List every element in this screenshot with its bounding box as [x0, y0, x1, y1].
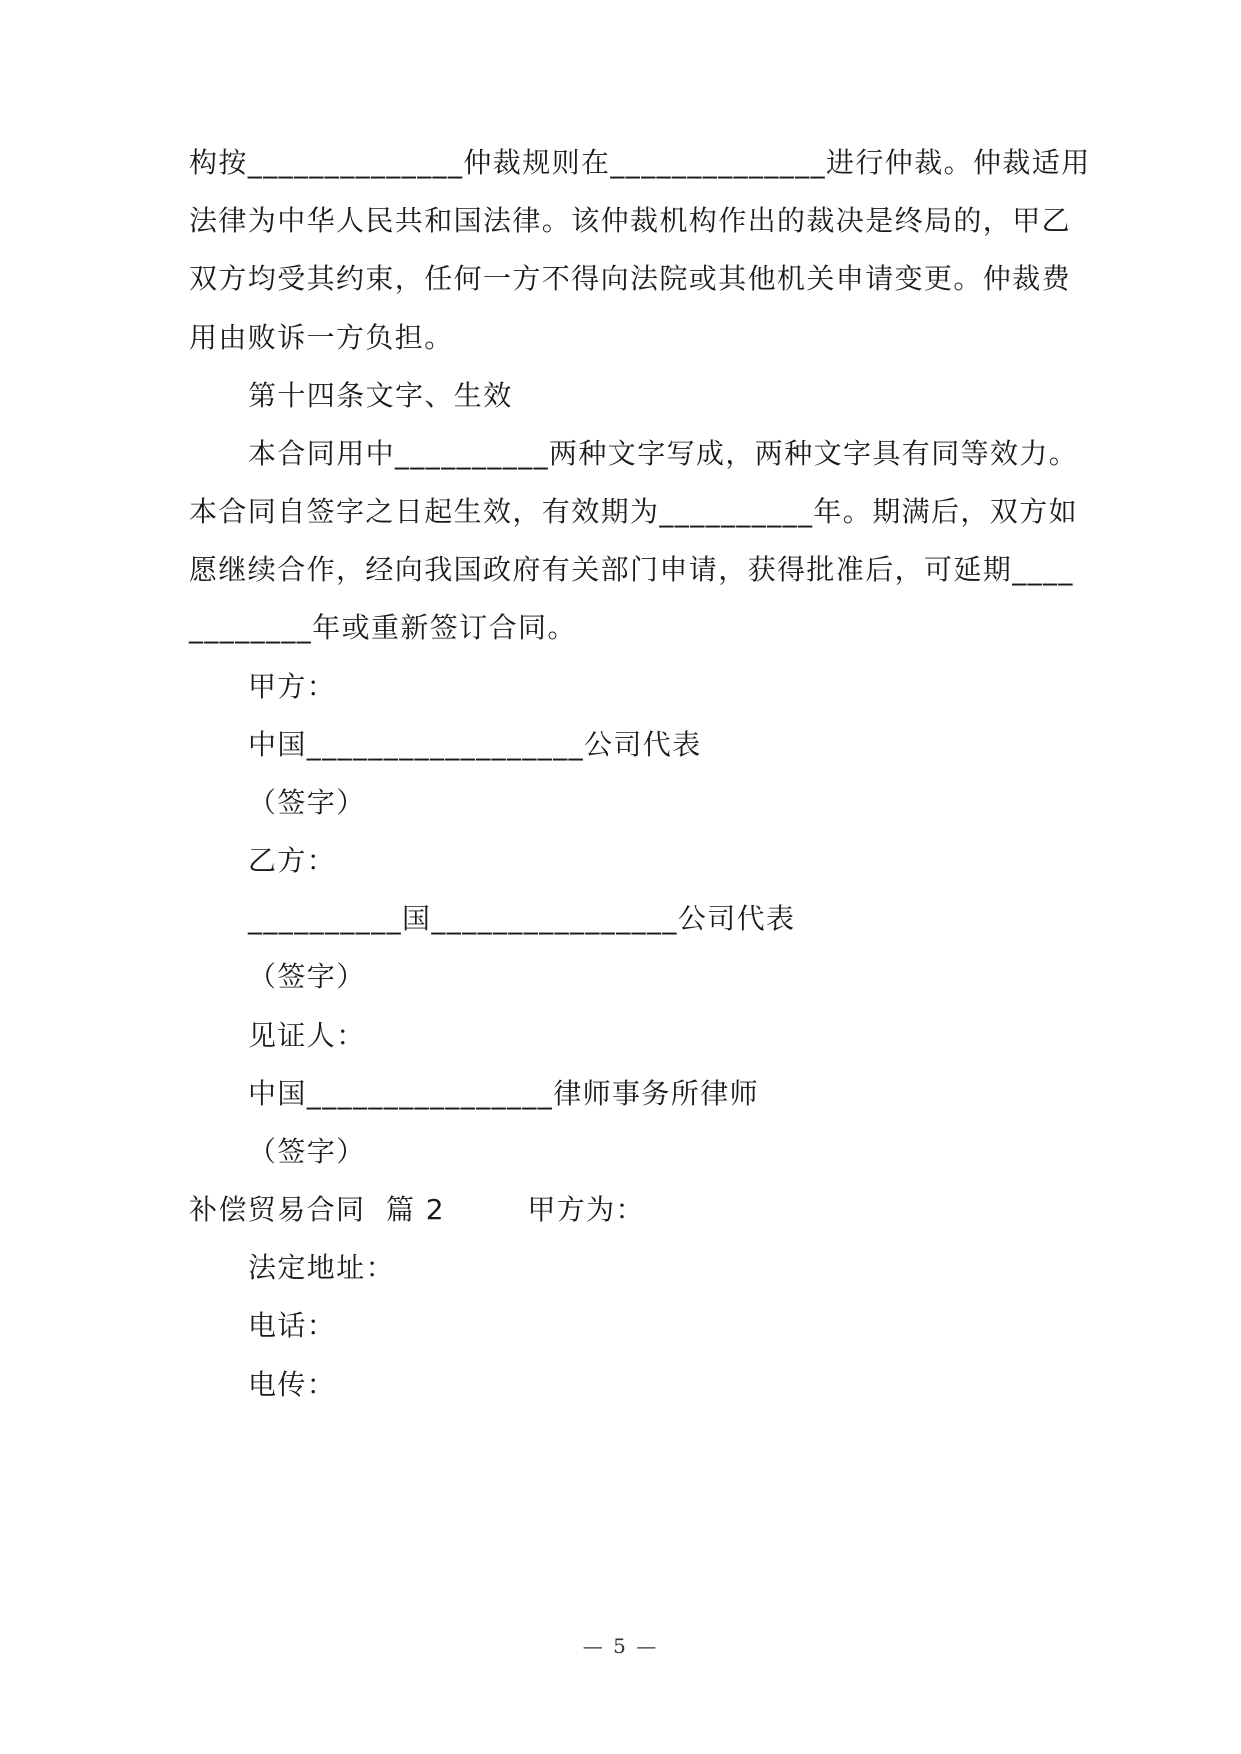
witness-signature: （签字）	[248, 1135, 366, 1168]
body-line-7: 愿继续合作，经向我国政府有关部门申请，获得批准后，可延期____	[189, 553, 1074, 586]
body-line-1: 构按______________仲裁规则在______________进行仲裁。仲裁适用	[189, 146, 1091, 179]
article-heading: 第十四条文字、生效	[248, 379, 513, 412]
party-a-signature: （签字）	[248, 786, 366, 819]
body-line-4: 用由败诉一方负担。	[189, 321, 454, 354]
body-line-3: 双方均受其约束，任何一方不得向法院或其他机关申请变更。仲裁费	[189, 262, 1072, 295]
body-line-6: 本合同自签字之日起生效，有效期为__________年。期满后，双方如	[189, 495, 1079, 528]
legal-address-label: 法定地址：	[248, 1251, 396, 1284]
party-a-label: 甲方：	[248, 670, 337, 703]
body-line-2: 法律为中华人民共和国法律。该仲裁机构作出的裁决是终局的，甲乙	[189, 204, 1072, 237]
party-b-label: 乙方：	[248, 844, 337, 877]
body-line-5: 本合同用中__________两种文字写成，两种文字具有同等效力。	[248, 437, 1079, 470]
phone-label: 电话：	[248, 1309, 337, 1342]
witness-firm: 中国________________律师事务所律师	[248, 1077, 760, 1110]
party-b-company: __________国________________公司代表	[248, 902, 796, 935]
party-b-signature: （签字）	[248, 960, 366, 993]
telex-label: 电传：	[248, 1368, 337, 1401]
party-a-company: 中国__________________公司代表	[248, 728, 702, 761]
contract-2-title: 补偿贸易合同 篇 2 甲方为：	[189, 1193, 645, 1226]
witness-label: 见证人：	[248, 1019, 366, 1052]
page-number: — 5 —	[582, 1634, 659, 1658]
body-line-8: ________年或重新签订合同。	[189, 611, 577, 644]
